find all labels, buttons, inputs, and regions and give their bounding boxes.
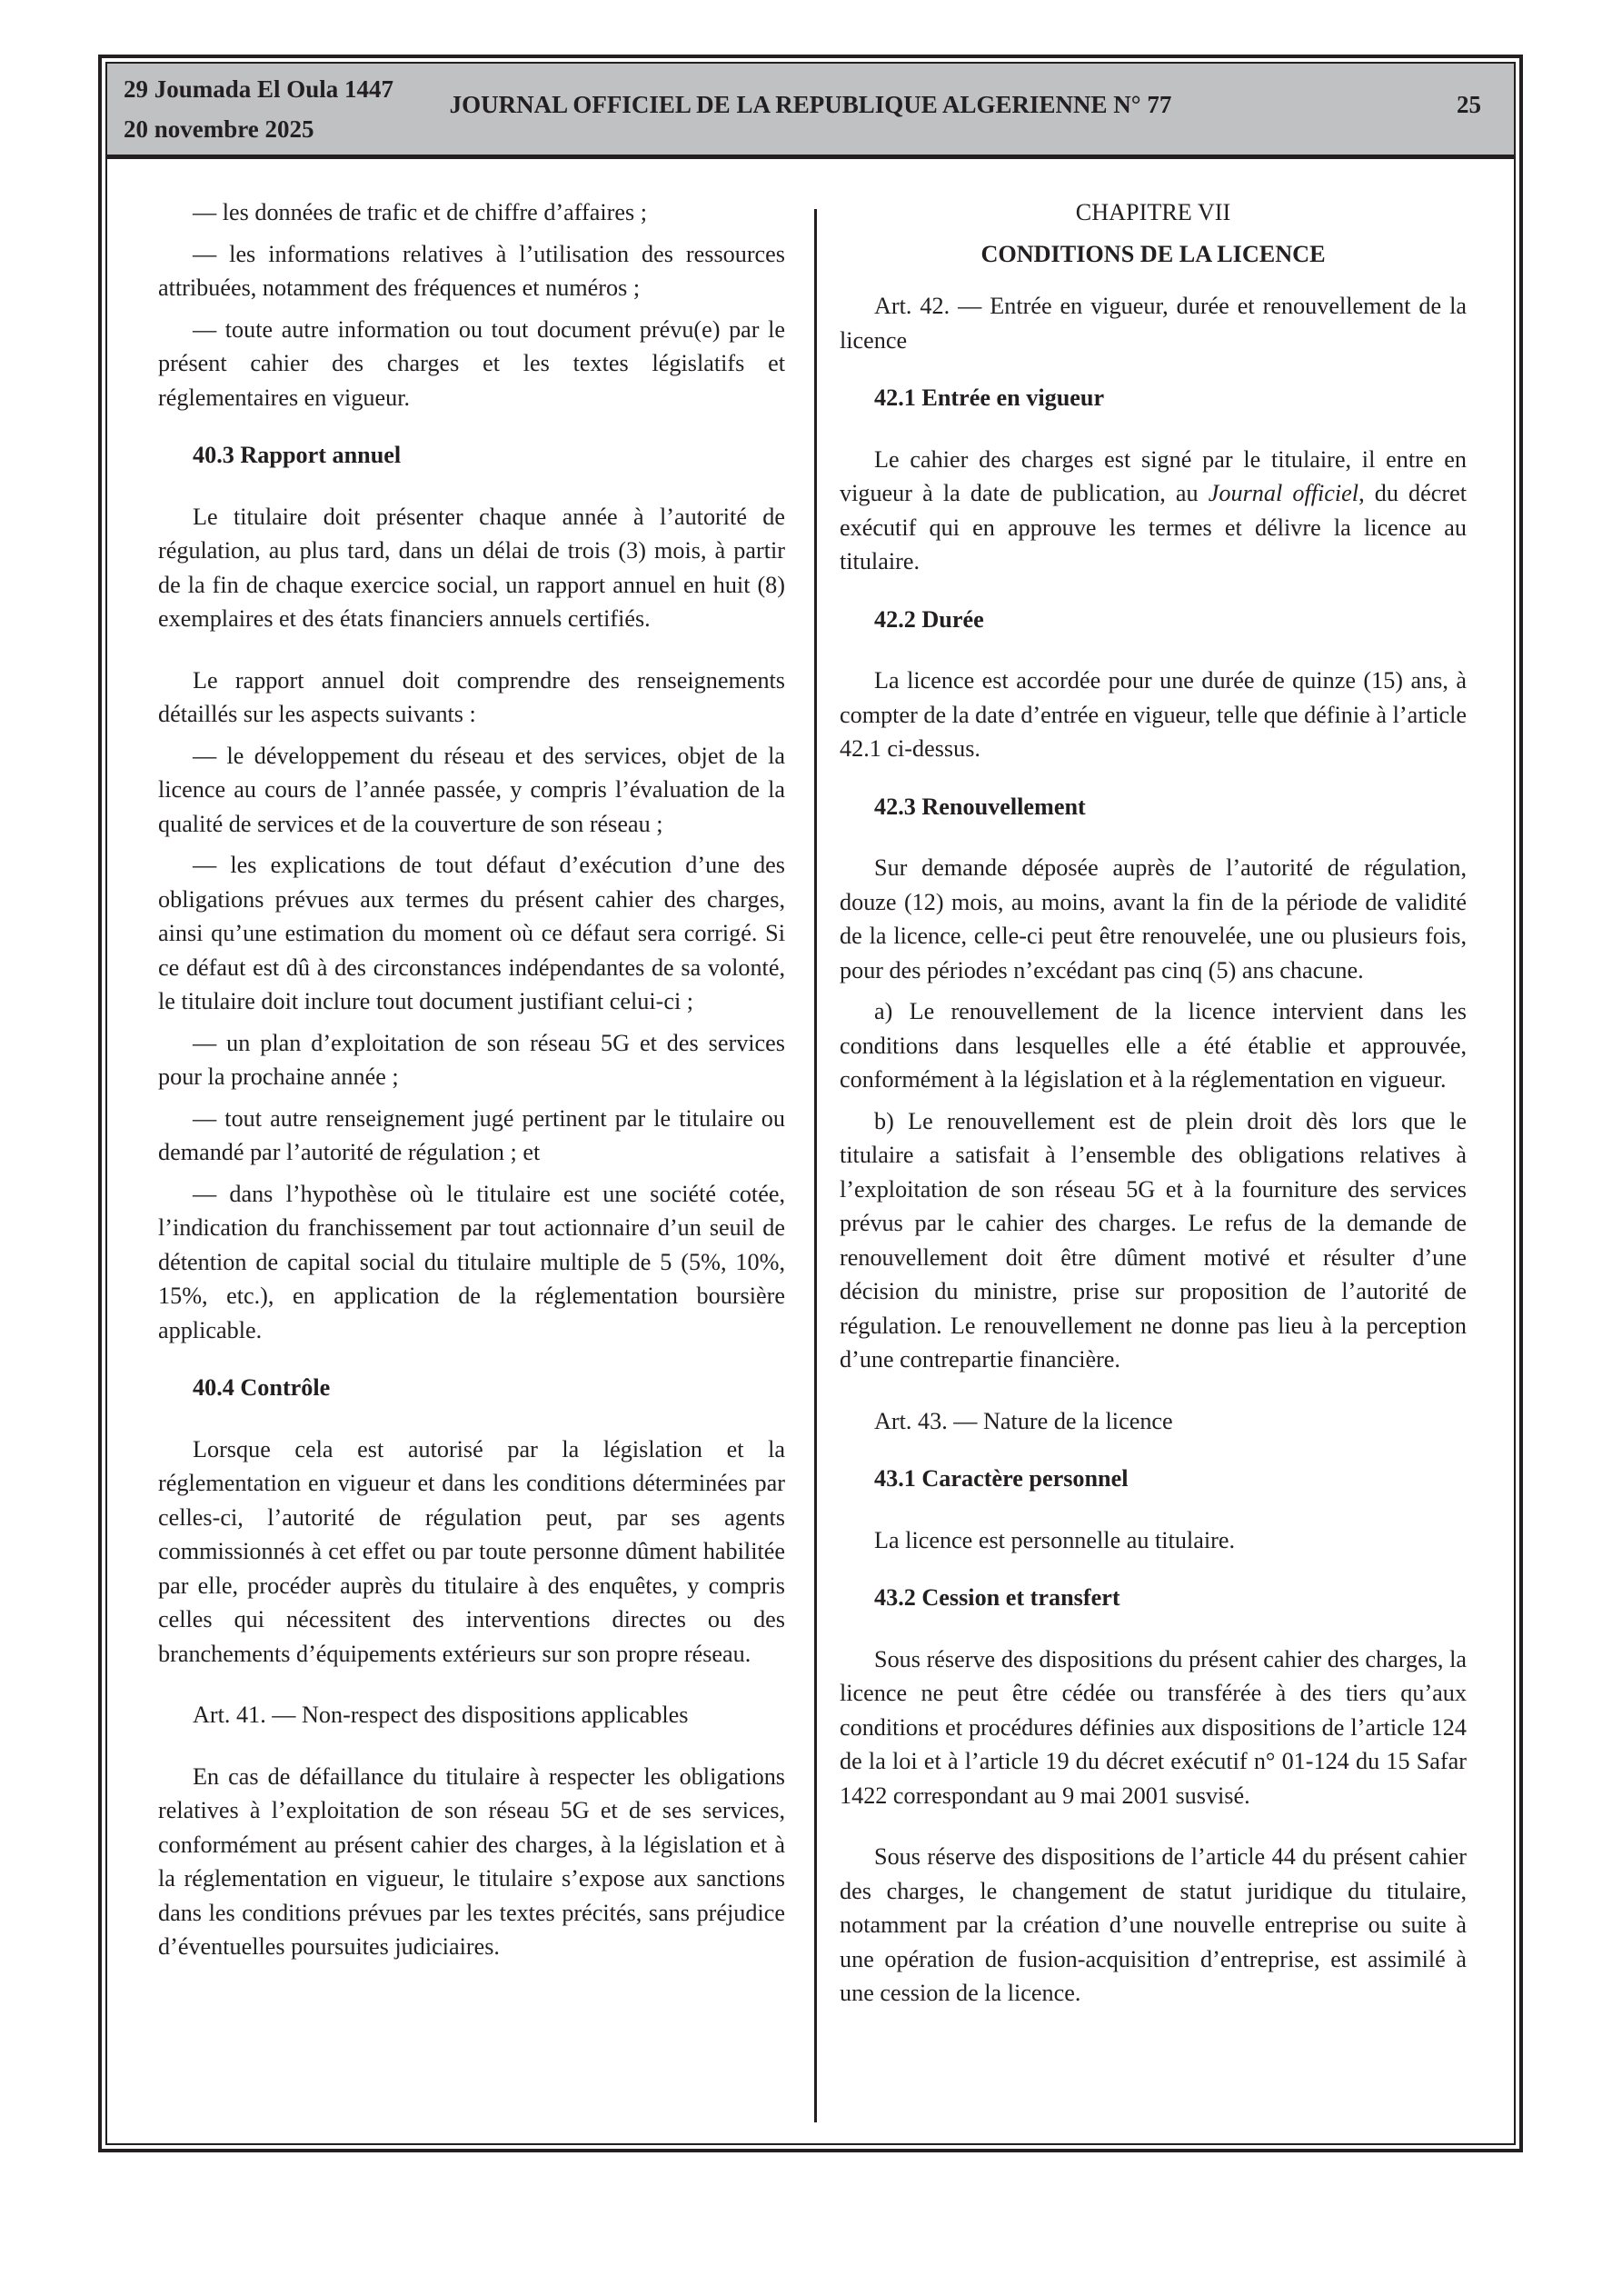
- paragraph: Sur demande déposée auprès de l’autorité de régulation, douze (12) mois, au moins, avant la fin de la période de validité de la licence, celle-ci peut être renouvelée, une ou plusieurs fois, pour des périodes n’excédant pas cinq (5) ans chacune.: [840, 854, 1467, 983]
- text: Le cahier des charges est signé par le titulaire, il entre en vigueur à la date de publication, au: [840, 445, 1467, 506]
- paragraph: — les données de trafic et de chiffre d’affaires ;: [193, 199, 648, 225]
- chapter-number: CHAPITRE VII: [1075, 199, 1231, 225]
- paragraph: — les informations relatives à l’utilisation des ressources attribuées, notamment des fréquences et numéros ;: [158, 240, 785, 301]
- journal-officiel-italic: Journal officiel: [1208, 480, 1359, 506]
- chapter-title: CONDITIONS DE LA LICENCE: [980, 240, 1326, 267]
- section-heading-40-4: 40.4 Contrôle: [193, 1374, 331, 1401]
- paragraph: Lorsque cela est autorisé par la législation et la réglementation en vigueur et dans les conditions déterminées par celles-ci, l’autorité de régulation peut, par ses agents commissionnés à cet effet ou par toute personne dûment habilitée par elle, procéder auprès du titulaire à des enquêtes, y compris celles qui nécessitent des interventions directes ou des branchements d’équipements extérieurs sur son propre réseau.: [158, 1435, 785, 1667]
- column-divider: [814, 209, 817, 2122]
- paragraph: — tout autre renseignement jugé pertinent par le titulaire ou demandé par l’autorité de régulation ; et: [158, 1104, 785, 1165]
- paragraph: La licence est accordée pour une durée de quinze (15) ans, à compter de la date d’entrée en vigueur, telle que définie à l’article 42.1 ci-dessus.: [840, 667, 1467, 762]
- section-heading-42-3: 42.3 Renouvellement: [874, 793, 1086, 820]
- section-heading-43-1: 43.1 Caractère personnel: [874, 1465, 1129, 1492]
- paragraph: — les explications de tout défaut d’exécution d’une des obligations prévues aux termes du présent cahier des charges, ainsi qu’une estimation du moment où ce défaut sera corrigé. Si ce défaut est dû à des circonstances indépendantes de sa volonté, le titulaire doit inclure tout document justifiant celui-ci ;: [158, 852, 785, 1014]
- section-heading-43-2: 43.2 Cession et transfert: [874, 1584, 1120, 1611]
- paragraph: En cas de défaillance du titulaire à respecter les obligations relatives à l’exploitation de son réseau 5G et de ses services, conformément au présent cahier des charges, à la législation et à la réglementation en vigueur, le titulaire s’expose aux sanctions dans les conditions prévues par les textes précités, sans préjudice d’éventuelles poursuites judiciaires.: [158, 1762, 785, 1960]
- article-41-heading: Art. 41. — Non-respect des dispositions applicables: [193, 1702, 689, 1728]
- paragraph: — un plan d’exploitation de son réseau 5G et des services pour la prochaine année ;: [158, 1029, 785, 1090]
- paragraph: a) Le renouvellement de la licence intervient dans les conditions dans lesquelles elle a été établie et approuvée, conformément à la législation et à la réglementation en vigueur.: [840, 998, 1467, 1093]
- paragraph: Sous réserve des dispositions de l’article 44 du présent cahier des charges, le changement de statut juridique du titulaire, notamment par la création d’une nouvelle entreprise ou suite à une opération de fusion-acquisition d’entreprise, est assimilé à une cession de la licence.: [840, 1843, 1467, 2006]
- page-header: [107, 64, 1514, 159]
- date-gregorian: 20 novembre 2025: [124, 115, 314, 143]
- paragraph: — dans l’hypothèse où le titulaire est une société cotée, l’indication du franchissement par tout actionnaire d’un seuil de détention de capital social du titulaire multiple de 5 (5%, 10%, 15%, etc.), en application de la réglementation boursière applicable.: [158, 1180, 785, 1343]
- paragraph: — toute autre information ou tout document prévu(e) par le présent cahier des charges et les textes législatifs et réglementaires en vigueur.: [158, 315, 785, 411]
- paragraph: La licence est personnelle au titulaire.: [874, 1526, 1235, 1553]
- section-heading-40-3: 40.3 Rapport annuel: [193, 442, 402, 468]
- article-42-heading: Art. 42. — Entrée en vigueur, durée et renouvellement de la licence: [840, 293, 1467, 354]
- article-43-heading: Art. 43. — Nature de la licence: [874, 1407, 1173, 1434]
- text: , du décret exécutif qui en approuve les termes et délivre la licence au titulaire.: [840, 480, 1468, 574]
- page-inner-frame: [105, 62, 1516, 2145]
- page-number: 25: [1457, 91, 1481, 118]
- section-heading-42-1: 42.1 Entrée en vigueur: [874, 384, 1105, 411]
- paragraph: Le titulaire doit présenter chaque année à l’autorité de régulation, au plus tard, dans un délai de trois (3) mois, à partir de la fin de chaque exercice social, un rapport annuel en huit (8) exemplaires et des états financiers annuels certifiés.: [158, 503, 785, 632]
- left-column: [158, 195, 785, 1972]
- right-column: [840, 195, 1467, 2018]
- paragraph: Le rapport annuel doit comprendre des renseignements détaillés sur les aspects suivants :: [158, 666, 785, 727]
- paragraph: — le développement du réseau et des services, objet de la licence au cours de l’année passée, y compris l’évaluation de la qualité de services et de la couverture de son réseau ;: [158, 742, 785, 837]
- page-frame: [98, 55, 1523, 2152]
- date-hijri: 29 Joumada El Oula 1447: [124, 75, 394, 103]
- paragraph: b) Le renouvellement est de plein droit dès lors que le titulaire a satisfait à l’ensemble des obligations relatives à l’exploitation de son réseau 5G et à la fourniture des services prévus par le cahier des charges. Le refus de la demande de renouvellement doit être dûment motivé et résulter d’une décision du ministre, prise sur proposition de l’autorité de régulation. Le renouvellement ne donne pas lieu à la perception d’une contrepartie financière.: [840, 1107, 1467, 1373]
- paragraph: Sous réserve des dispositions du présent cahier des charges, la licence ne peut être cédée ou transférée à des tiers qu’aux conditions et procédures définies aux dispositions de l’article 124 de la loi et à l’article 19 du décret exécutif n° 01-124 du 15 Safar 1422 correspondant au 9 mai 2001 susvisé.: [840, 1645, 1467, 1809]
- paragraph: [840, 443, 1467, 579]
- journal-title: JOURNAL OFFICIEL DE LA REPUBLIQUE ALGERIENNE N° 77: [449, 91, 1172, 118]
- section-heading-42-2: 42.2 Durée: [874, 605, 984, 633]
